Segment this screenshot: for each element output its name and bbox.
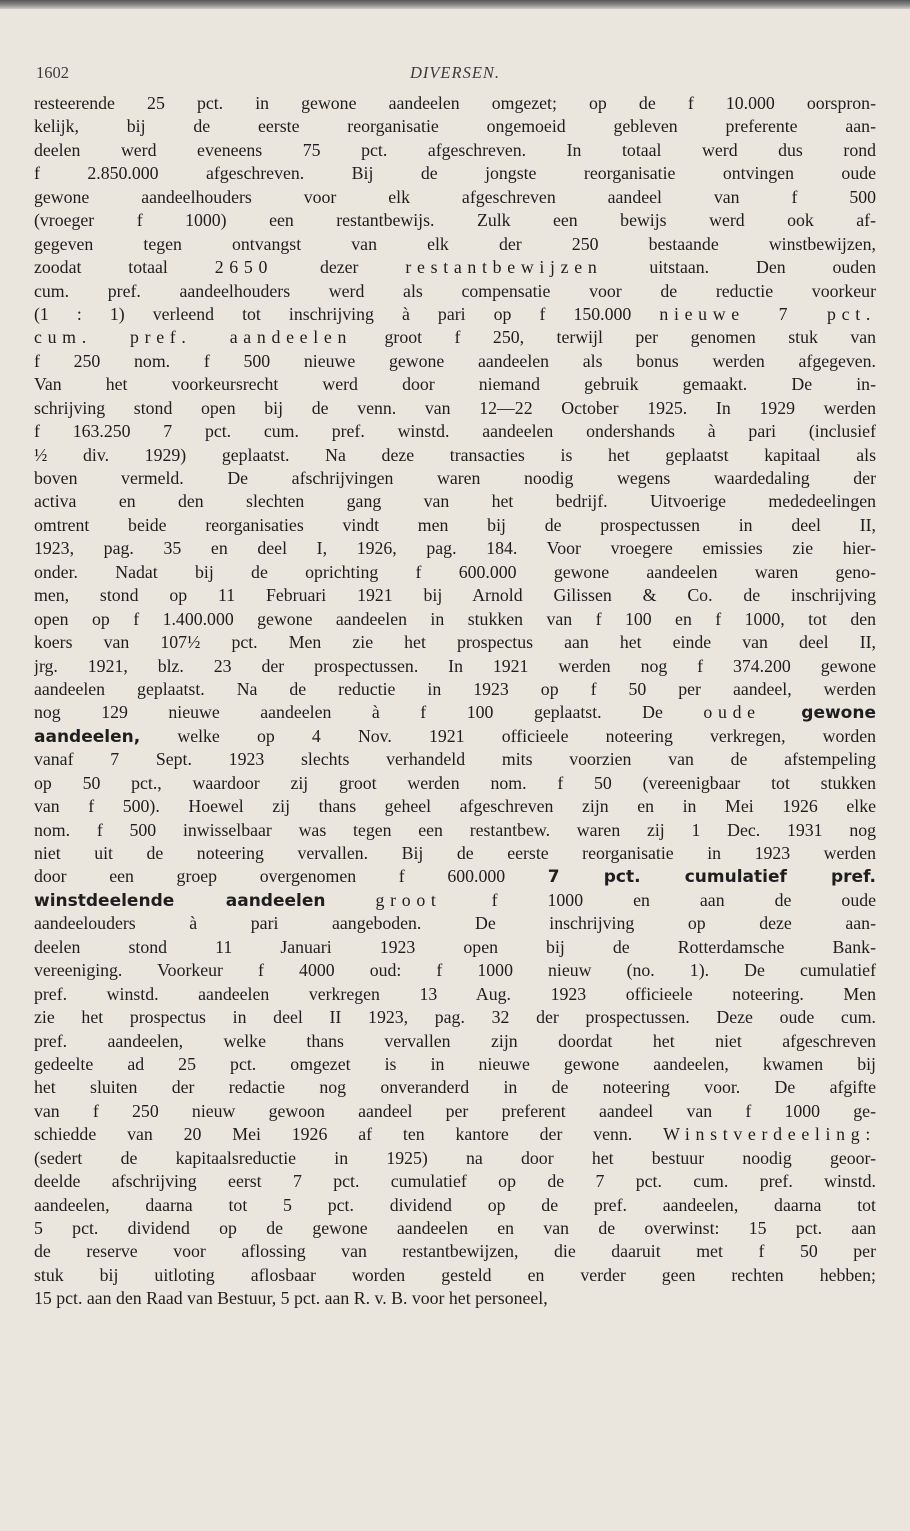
text-line [34,1100,876,1123]
text-line [34,1147,876,1170]
text-segment: omtrent beide reorganisaties vindt men bij de prospectussen in deel II, [34,514,876,535]
text-line [34,537,876,560]
text-segment: pref. winstd. aandeelen verkregen 13 Aug. 1923 officieele noteering. Men [34,983,876,1004]
scan-top-edge [0,0,910,9]
text-line [34,1123,876,1146]
text-line [34,631,876,654]
text-line [34,326,876,349]
text-segment: 15 pct. aan den Raad van Bestuur, 5 pct. aan R. v. B. voor het personeel, [34,1288,548,1309]
text-line [34,1194,876,1217]
text-segment: door een groep overgenomen f 600.000 [34,866,548,887]
text-line [34,584,876,607]
text-segment: nom. f 500 inwisselbaar was tegen een restantbew. waren zij 1 Dec. 1931 nog [34,819,876,840]
text-segment: men, stond op 11 Februari 1921 bij Arnold Gilissen & Co. de inschrijving [34,585,876,606]
text-line [34,1217,876,1240]
text-segment: f 163.250 7 pct. cum. pref. winstd. aandeelen ondershands à pari (inclusief [34,421,876,442]
text-segment: schiedde van 20 Mei 1926 af ten kantore der venn. [34,1124,664,1145]
text-segment: aandeelouders à pari aangeboden. De inschrijving op deze aan- [34,913,876,934]
text-segment: zie het prospectus in deel II 1923, pag. 32 der prospectussen. Deze oude cum. [34,1007,876,1028]
text-segment: nog 129 nieuwe aandeelen à f 100 geplaatst. De [34,702,704,723]
text-segment: boven vermeld. De afschrijvingen waren noodig wegens waardedaling der [34,468,876,488]
text-segment: (vroeger f 1000) een restantbewijs. Zulk een bewijs werd ook af- [34,210,876,231]
text-line [34,350,876,373]
text-line [34,655,876,678]
text-segment: deelde afschrijving eerst 7 pct. cumulatief op de 7 pct. cum. pref. winstd. [34,1171,876,1192]
text-line [34,842,876,865]
text-segment: Van het voorkeursrecht werd door niemand gebruik gemaakt. De in- [34,374,876,395]
text-segment [761,702,802,722]
text-segment: (sedert de kapitaalsreductie in 1925) na door het bestuur noodig geoor- [34,1147,876,1168]
text-segment: f 1000 en aan de oude [441,889,876,910]
text-segment: vanaf 7 Sept. 1923 slechts verhandeld mits voorzien van de afstempeling [34,749,876,770]
text-line [34,467,876,490]
text-line [34,1053,876,1076]
text-line [34,1287,876,1310]
text-segment: op 50 pct., waardoor zij groot werden nom. f 50 (vereenigbaar tot stukken [34,772,876,793]
text-segment: uitstaan. Den ouden [602,257,876,278]
text-line [34,420,876,443]
text-line [34,561,876,584]
text-segment: f 250 nom. f 500 nieuwe gewone aandeelen als bonus werden afgegeven. [34,350,876,371]
bold-text: gewone [801,703,876,724]
text-line [34,256,876,279]
document-page [34,60,876,1311]
spaced-text: oude [703,702,761,723]
text-line [34,725,876,748]
spaced-text: cum. pref. aandeelen [34,327,353,348]
text-line [34,772,876,795]
text-segment: resteerende 25 pct. in gewone aandeelen omgezet; op de f 10.000 oorspron- [34,93,876,113]
text-segment: onder. Nadat bij de oprichting f 600.000 gewone aandeelen waren geno- [34,561,876,582]
text-segment: koers van 107½ pct. Men zie het prospectus aan het einde van deel II, [34,632,876,653]
text-line [34,1264,876,1287]
text-segment: cum. pref. aandeelhouders werd als compensatie voor de reductie voorkeur [34,280,876,301]
text-segment: groot f 250, terwijl per genomen stuk van [352,327,876,348]
text-line [34,1170,876,1193]
text-segment: deelen stond 11 Januari 1923 open bij de Rotterdamsche Bank- [34,936,876,957]
spaced-text: nieuwe 7 pct. [659,303,876,324]
text-line [34,1030,876,1053]
text-line [34,865,876,888]
text-segment: vereeniging. Voorkeur f 4000 oud: f 1000 nieuw (no. 1). De cumulatief [34,960,876,981]
text-segment: activa en den slechten gang van het bedrijf. Uitvoerige mededeelingen [34,491,876,512]
text-line [34,303,876,326]
text-segment: welke op 4 Nov. 1921 officieele noteering verkregen, worden [140,725,876,746]
text-segment: 1923, pag. 35 en deel I, 1926, pag. 184. Voor vroegere emissies zie hier- [34,538,876,559]
text-segment: zoodat totaal [34,257,215,278]
text-segment: schrijving stond open bij de venn. van 12—22 October 1925. In 1929 werden [34,397,876,418]
text-segment: stuk bij uitloting aflosbaar worden gesteld en verder geen rechten hebben; [34,1264,876,1285]
text-segment [326,890,376,910]
page-header [34,60,876,92]
text-line [34,1240,876,1263]
text-segment: kelijk, bij de eerste reorganisatie ongemoeid gebleven preferente aan- [34,116,876,137]
spaced-text: 2650 [214,257,274,278]
text-line [34,912,876,935]
text-line [34,139,876,162]
text-segment: jrg. 1921, blz. 23 der prospectussen. In 1921 werden nog f 374.200 gewone [34,655,876,676]
text-segment: van f 250 nieuw gewoon aandeel per preferent aandeel van f 1000 ge- [34,1100,876,1121]
text-line [34,280,876,303]
text-segment: de reserve voor aflossing van restantbewijzen, die daaruit met f 50 per [34,1241,876,1262]
text-line [34,678,876,701]
text-segment: ½ div. 1929) geplaatst. Na deze transacties is het geplaatst kapitaal als [34,444,876,465]
text-line [34,490,876,513]
text-segment: gewone aandeelhouders voor elk afgeschreven aandeel van f 500 [34,186,876,207]
running-head: DIVERSEN. [409,63,501,82]
text-segment: open op f 1.400.000 gewone aandeelen in stukken van f 100 en f 1000, tot den [34,608,876,629]
spaced-text: groot [375,889,442,910]
text-line [34,514,876,537]
text-line [34,959,876,982]
text-line [34,1076,876,1099]
text-line [34,233,876,256]
text-line [34,608,876,631]
spaced-text: restantbewijzen [405,257,603,278]
page-number: 1602 [36,63,69,82]
text-line [34,373,876,396]
body-text [34,92,876,1311]
text-line [34,795,876,818]
text-segment: gedeelte ad 25 pct. omgezet is in nieuwe gewone aandeelen, kwamen bij [34,1053,876,1074]
text-segment: aandeelen, daarna tot 5 pct. dividend op de pref. aandeelen, daarna tot [34,1194,876,1215]
text-segment: niet uit de noteering vervallen. Bij de eerste reorganisatie in 1923 werden [34,843,876,863]
text-line [34,936,876,959]
text-segment: deelen werd eveneens 75 pct. afgeschreven. In totaal werd dus rond [34,139,876,160]
text-line [34,1006,876,1029]
text-segment: gegeven tegen ontvangst van elk der 250 bestaande winstbewijzen, [34,233,876,254]
text-line [34,397,876,420]
text-segment: aandeelen geplaatst. Na de reductie in 1923 op f 50 per aandeel, werden [34,678,876,699]
text-line [34,748,876,771]
text-line [34,186,876,209]
text-line [34,701,876,724]
text-line [34,983,876,1006]
text-line [34,115,876,138]
bold-text: aandeelen, [34,726,141,747]
text-segment: pref. aandeelen, welke thans vervallen zijn doordat het niet afgeschreven [34,1030,876,1051]
text-line [34,889,876,912]
text-line [34,209,876,232]
text-line [34,819,876,842]
text-segment: het sluiten der redactie nog onveranderd in de noteering voor. De afgifte [34,1077,876,1098]
text-segment: (1 : 1) verleend tot inschrijving à pari op f 150.000 [34,303,660,324]
text-segment: van f 500). Hoewel zij thans geheel afgeschreven zijn en in Mei 1926 elke [34,796,876,817]
bold-text: winstdeelende aandeelen [34,890,326,911]
text-line [34,92,876,115]
text-segment: f 2.850.000 afgeschreven. Bij de jongste reorganisatie ontvingen oude [34,163,876,184]
text-line [34,162,876,185]
spaced-text: Winstverdeeling: [663,1124,876,1145]
text-segment: dezer [273,257,406,278]
text-segment: 5 pct. dividend op de gewone aandeelen en van de overwinst: 15 pct. aan [34,1218,876,1238]
text-line [34,444,876,467]
bold-text: 7 pct. cumulatief pref. [547,867,876,888]
